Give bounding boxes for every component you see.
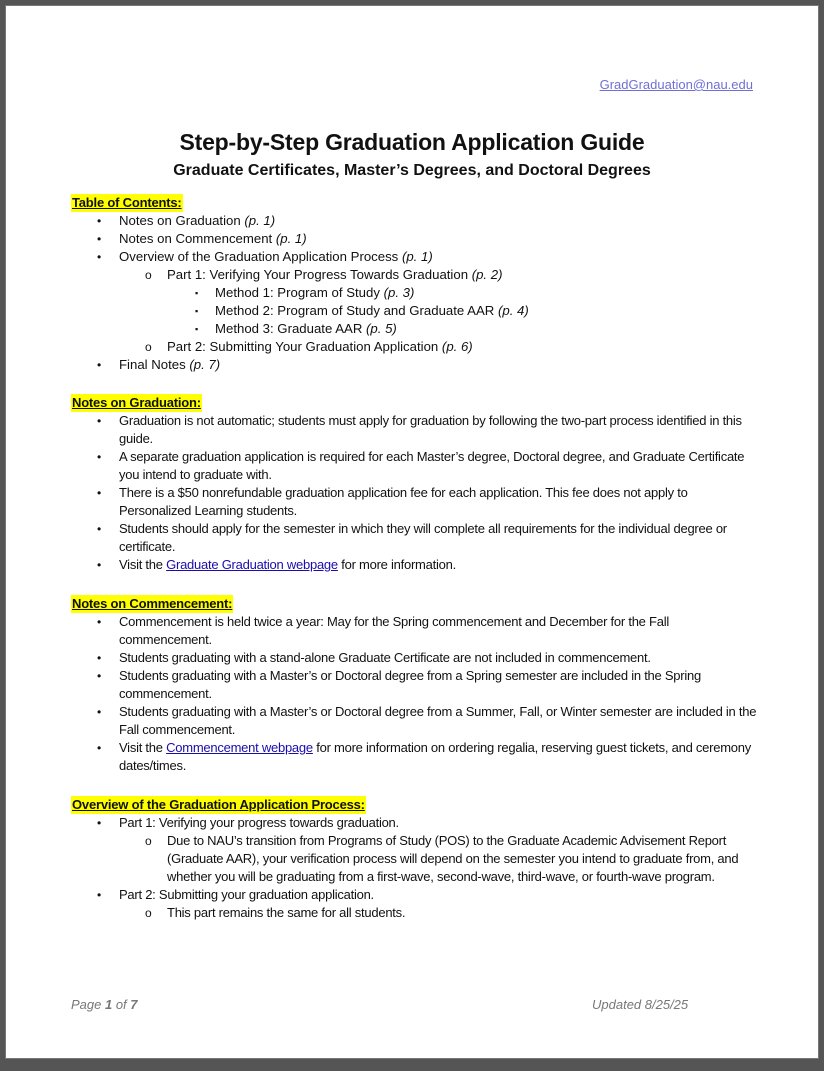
bullet-disc-icon: •: [97, 414, 101, 428]
bullet-disc-icon: •: [97, 232, 102, 246]
updated-date: Updated 8/25/25: [592, 997, 689, 1012]
bullet-disc-icon: •: [97, 214, 102, 228]
toc-item[interactable]: ▪ Method 2: Program of Study and Graduate AAR (p. 4): [195, 303, 529, 318]
bullet-circle-icon: o: [145, 340, 152, 354]
bullet-square-icon: ▪: [195, 306, 199, 316]
page-number: Page 1 of 7: [71, 997, 138, 1012]
overview-section: [71, 796, 761, 922]
bullet-disc-icon: •: [97, 615, 101, 629]
bullet-circle-icon: o: [145, 834, 152, 848]
list-item: • Students graduating with a Master’s or Doctoral degree from a Spring semester are included in the Spring commencement.: [97, 668, 701, 701]
list-item: o This part remains the same for all students.: [145, 905, 406, 920]
list-item: • Visit the Commencement webpage for more information on ordering regalia, reserving guest tickets, and ceremony dates/times.: [97, 740, 751, 773]
toc-item[interactable]: • Notes on Commencement (p. 1): [97, 231, 307, 246]
list-item: o Due to NAU’s transition from Programs of Study (POS) to the Graduate Academic Advisement Report (Graduate AAR), your verification process will depend on the semester you intend to graduate from, and whether you will be graduating from a first-wave, second-wave, third-wave, or fourth-wave program.: [145, 833, 739, 884]
bullet-disc-icon: •: [97, 250, 102, 264]
bullet-disc-icon: •: [97, 358, 102, 372]
graduation-section: [71, 394, 761, 574]
graduation-heading: Notes on Graduation:: [72, 395, 201, 410]
list-item: • Part 2: Submitting your graduation application.: [97, 887, 374, 902]
bullet-disc-icon: •: [97, 741, 101, 755]
bullet-circle-icon: o: [145, 906, 152, 920]
bullet-disc-icon: •: [97, 888, 101, 902]
list-item: • Part 1: Verifying your progress towards graduation.: [97, 815, 399, 830]
toc-item[interactable]: o Part 2: Submitting Your Graduation Application (p. 6): [145, 339, 473, 354]
toc-item[interactable]: ▪ Method 1: Program of Study (p. 3): [195, 285, 415, 300]
page-title: Step-by-Step Graduation Application Guide: [179, 129, 645, 155]
bullet-disc-icon: •: [97, 669, 101, 683]
bullet-disc-icon: •: [97, 705, 101, 719]
toc-heading: Table of Contents:: [72, 195, 182, 210]
toc-section: [71, 194, 761, 374]
toc-item[interactable]: ▪ Method 3: Graduate AAR (p. 5): [195, 321, 397, 336]
toc-item[interactable]: • Final Notes (p. 7): [97, 357, 221, 372]
bullet-disc-icon: •: [97, 522, 101, 536]
list-item: • Commencement is held twice a year: May for the Spring commencement and December for the Fall commencement.: [97, 614, 669, 647]
bullet-disc-icon: •: [97, 651, 101, 665]
bullet-square-icon: ▪: [195, 288, 199, 298]
bullet-square-icon: ▪: [195, 324, 199, 334]
list-item: • A separate graduation application is required for each Master’s degree, Doctoral degree, and Graduate Certificate you intend to graduate with.: [97, 449, 745, 482]
toc-item[interactable]: o Part 1: Verifying Your Progress Towards Graduation (p. 2): [145, 267, 503, 282]
commencement-webpage-link[interactable]: Commencement webpage: [166, 740, 313, 755]
commencement-section: [71, 595, 761, 775]
bullet-disc-icon: •: [97, 450, 101, 464]
commencement-heading: Notes on Commencement:: [72, 596, 233, 611]
graduate-graduation-webpage-link[interactable]: Graduate Graduation webpage: [166, 557, 338, 572]
bullet-disc-icon: •: [97, 486, 101, 500]
email-link[interactable]: GradGraduation@nau.edu: [599, 77, 753, 92]
list-item: • There is a $50 nonrefundable graduation application fee for each application. This fee does not apply to Personalized Learning students.: [97, 485, 688, 518]
list-item: • Students graduating with a stand-alone Graduate Certificate are not included in commencement.: [97, 650, 651, 665]
list-item: • Visit the Graduate Graduation webpage for more information.: [97, 557, 456, 572]
bullet-circle-icon: o: [145, 268, 152, 282]
toc-item[interactable]: • Notes on Graduation (p. 1): [97, 213, 276, 228]
list-item: • Students graduating with a Master’s or Doctoral degree from a Summer, Fall, or Winter semester are included in the Fall commencement.: [97, 704, 757, 737]
document-page: [6, 6, 818, 1058]
toc-item[interactable]: • Overview of the Graduation Application Process (p. 1): [97, 249, 433, 264]
list-item: • Students should apply for the semester in which they will complete all requirements for the individual degree or certificate.: [97, 521, 727, 554]
overview-heading: Overview of the Graduation Application Process:: [72, 797, 365, 812]
list-item: • Graduation is not automatic; students must apply for graduation by following the two-part process identified in this guide.: [97, 413, 742, 446]
page-subtitle: Graduate Certificates, Master’s Degrees, and Doctoral Degrees: [173, 162, 651, 179]
bullet-disc-icon: •: [97, 816, 101, 830]
bullet-disc-icon: •: [97, 558, 101, 572]
